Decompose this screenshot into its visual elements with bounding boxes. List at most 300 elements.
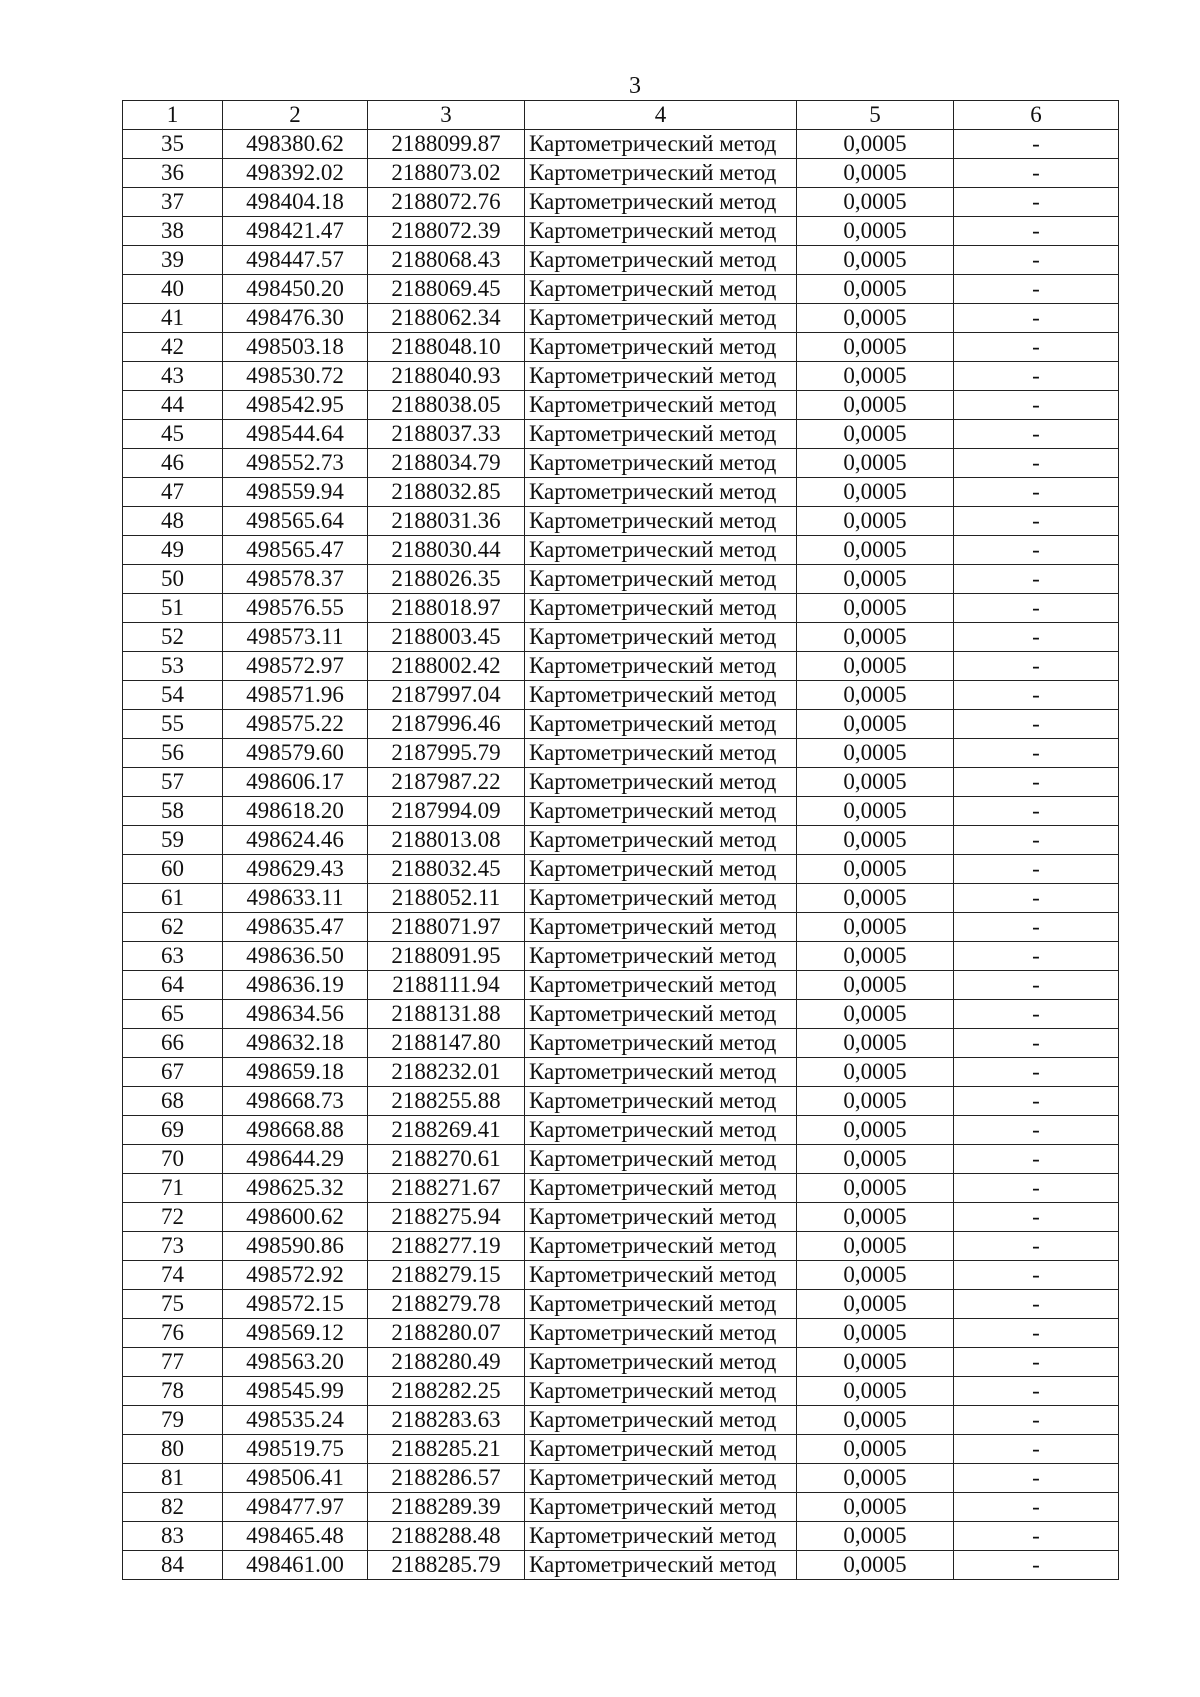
x-coordinate-cell: 498571.96 bbox=[223, 681, 368, 710]
accuracy-cell: 0,0005 bbox=[797, 739, 954, 768]
y-coordinate-cell: 2188288.48 bbox=[368, 1522, 525, 1551]
note-cell: - bbox=[954, 536, 1119, 565]
accuracy-cell: 0,0005 bbox=[797, 826, 954, 855]
accuracy-cell: 0,0005 bbox=[797, 913, 954, 942]
method-cell: Картометрический метод bbox=[525, 188, 797, 217]
note-cell: - bbox=[954, 1087, 1119, 1116]
y-coordinate-cell: 2188018.97 bbox=[368, 594, 525, 623]
y-coordinate-cell: 2188147.80 bbox=[368, 1029, 525, 1058]
x-coordinate-cell: 498572.92 bbox=[223, 1261, 368, 1290]
table-row bbox=[123, 565, 1119, 594]
x-coordinate-cell: 498461.00 bbox=[223, 1551, 368, 1580]
point-number-cell: 40 bbox=[123, 275, 223, 304]
method-cell: Картометрический метод bbox=[525, 1261, 797, 1290]
point-number-cell: 73 bbox=[123, 1232, 223, 1261]
table-row bbox=[123, 1348, 1119, 1377]
x-coordinate-cell: 498421.47 bbox=[223, 217, 368, 246]
method-cell: Картометрический метод bbox=[525, 449, 797, 478]
point-number-cell: 57 bbox=[123, 768, 223, 797]
accuracy-cell: 0,0005 bbox=[797, 623, 954, 652]
method-cell: Картометрический метод bbox=[525, 594, 797, 623]
point-number-cell: 36 bbox=[123, 159, 223, 188]
point-number-cell: 39 bbox=[123, 246, 223, 275]
note-cell: - bbox=[954, 797, 1119, 826]
note-cell: - bbox=[954, 1145, 1119, 1174]
y-coordinate-cell: 2188071.97 bbox=[368, 913, 525, 942]
note-cell: - bbox=[954, 217, 1119, 246]
y-coordinate-cell: 2188003.45 bbox=[368, 623, 525, 652]
table-row bbox=[123, 1145, 1119, 1174]
x-coordinate-cell: 498635.47 bbox=[223, 913, 368, 942]
point-number-cell: 59 bbox=[123, 826, 223, 855]
accuracy-cell: 0,0005 bbox=[797, 1029, 954, 1058]
note-cell: - bbox=[954, 1348, 1119, 1377]
x-coordinate-cell: 498636.19 bbox=[223, 971, 368, 1000]
point-number-cell: 56 bbox=[123, 739, 223, 768]
point-number-cell: 84 bbox=[123, 1551, 223, 1580]
method-cell: Картометрический метод bbox=[525, 217, 797, 246]
point-number-cell: 81 bbox=[123, 1464, 223, 1493]
accuracy-cell: 0,0005 bbox=[797, 304, 954, 333]
note-cell: - bbox=[954, 1261, 1119, 1290]
x-coordinate-cell: 498578.37 bbox=[223, 565, 368, 594]
note-cell: - bbox=[954, 1232, 1119, 1261]
method-cell: Картометрический метод bbox=[525, 1522, 797, 1551]
method-cell: Картометрический метод bbox=[525, 333, 797, 362]
table-row bbox=[123, 594, 1119, 623]
table-row bbox=[123, 1174, 1119, 1203]
y-coordinate-cell: 2188280.49 bbox=[368, 1348, 525, 1377]
y-coordinate-cell: 2188099.87 bbox=[368, 130, 525, 159]
y-coordinate-cell: 2187997.04 bbox=[368, 681, 525, 710]
x-coordinate-cell: 498590.86 bbox=[223, 1232, 368, 1261]
point-number-cell: 38 bbox=[123, 217, 223, 246]
point-number-cell: 63 bbox=[123, 942, 223, 971]
page-number: 3 bbox=[629, 73, 641, 99]
note-cell: - bbox=[954, 1174, 1119, 1203]
x-coordinate-cell: 498624.46 bbox=[223, 826, 368, 855]
y-coordinate-cell: 2188072.39 bbox=[368, 217, 525, 246]
x-coordinate-cell: 498576.55 bbox=[223, 594, 368, 623]
y-coordinate-cell: 2188255.88 bbox=[368, 1087, 525, 1116]
y-coordinate-cell: 2188031.36 bbox=[368, 507, 525, 536]
y-coordinate-cell: 2188271.67 bbox=[368, 1174, 525, 1203]
note-cell: - bbox=[954, 1377, 1119, 1406]
table-row bbox=[123, 275, 1119, 304]
table-row bbox=[123, 1319, 1119, 1348]
accuracy-cell: 0,0005 bbox=[797, 1000, 954, 1029]
table-row bbox=[123, 1522, 1119, 1551]
note-cell: - bbox=[954, 304, 1119, 333]
y-coordinate-cell: 2187996.46 bbox=[368, 710, 525, 739]
point-number-cell: 64 bbox=[123, 971, 223, 1000]
coordinates-table bbox=[122, 100, 1119, 1580]
method-cell: Картометрический метод bbox=[525, 1145, 797, 1174]
accuracy-cell: 0,0005 bbox=[797, 1377, 954, 1406]
y-coordinate-cell: 2188283.63 bbox=[368, 1406, 525, 1435]
table-row bbox=[123, 1087, 1119, 1116]
accuracy-cell: 0,0005 bbox=[797, 1058, 954, 1087]
x-coordinate-cell: 498579.60 bbox=[223, 739, 368, 768]
table-row bbox=[123, 710, 1119, 739]
point-number-cell: 61 bbox=[123, 884, 223, 913]
x-coordinate-cell: 498569.12 bbox=[223, 1319, 368, 1348]
method-cell: Картометрический метод bbox=[525, 710, 797, 739]
method-cell: Картометрический метод bbox=[525, 942, 797, 971]
accuracy-cell: 0,0005 bbox=[797, 1087, 954, 1116]
table-row bbox=[123, 1406, 1119, 1435]
y-coordinate-cell: 2188062.34 bbox=[368, 304, 525, 333]
table-row bbox=[123, 971, 1119, 1000]
table-row bbox=[123, 420, 1119, 449]
y-coordinate-cell: 2187987.22 bbox=[368, 768, 525, 797]
accuracy-cell: 0,0005 bbox=[797, 188, 954, 217]
table-row bbox=[123, 1261, 1119, 1290]
table-row bbox=[123, 1377, 1119, 1406]
note-cell: - bbox=[954, 739, 1119, 768]
note-cell: - bbox=[954, 275, 1119, 304]
y-coordinate-cell: 2188052.11 bbox=[368, 884, 525, 913]
accuracy-cell: 0,0005 bbox=[797, 362, 954, 391]
accuracy-cell: 0,0005 bbox=[797, 507, 954, 536]
y-coordinate-cell: 2188286.57 bbox=[368, 1464, 525, 1493]
point-number-cell: 41 bbox=[123, 304, 223, 333]
y-coordinate-cell: 2188269.41 bbox=[368, 1116, 525, 1145]
point-number-cell: 68 bbox=[123, 1087, 223, 1116]
table-row bbox=[123, 130, 1119, 159]
table-row bbox=[123, 681, 1119, 710]
table-row bbox=[123, 1029, 1119, 1058]
y-coordinate-cell: 2188032.85 bbox=[368, 478, 525, 507]
point-number-cell: 76 bbox=[123, 1319, 223, 1348]
x-coordinate-cell: 498404.18 bbox=[223, 188, 368, 217]
table-row bbox=[123, 1203, 1119, 1232]
header-col-1: 1 bbox=[123, 101, 223, 130]
table-row bbox=[123, 1551, 1119, 1580]
accuracy-cell: 0,0005 bbox=[797, 275, 954, 304]
method-cell: Картометрический метод bbox=[525, 681, 797, 710]
accuracy-cell: 0,0005 bbox=[797, 710, 954, 739]
note-cell: - bbox=[954, 681, 1119, 710]
table-row bbox=[123, 246, 1119, 275]
table-row bbox=[123, 826, 1119, 855]
x-coordinate-cell: 498465.48 bbox=[223, 1522, 368, 1551]
note-cell: - bbox=[954, 1319, 1119, 1348]
method-cell: Картометрический метод bbox=[525, 1203, 797, 1232]
y-coordinate-cell: 2188232.01 bbox=[368, 1058, 525, 1087]
y-coordinate-cell: 2188002.42 bbox=[368, 652, 525, 681]
accuracy-cell: 0,0005 bbox=[797, 797, 954, 826]
x-coordinate-cell: 498380.62 bbox=[223, 130, 368, 159]
method-cell: Картометрический метод bbox=[525, 565, 797, 594]
x-coordinate-cell: 498545.99 bbox=[223, 1377, 368, 1406]
y-coordinate-cell: 2188048.10 bbox=[368, 333, 525, 362]
note-cell: - bbox=[954, 1000, 1119, 1029]
x-coordinate-cell: 498625.32 bbox=[223, 1174, 368, 1203]
x-coordinate-cell: 498573.11 bbox=[223, 623, 368, 652]
y-coordinate-cell: 2188285.21 bbox=[368, 1435, 525, 1464]
note-cell: - bbox=[954, 1522, 1119, 1551]
accuracy-cell: 0,0005 bbox=[797, 652, 954, 681]
point-number-cell: 52 bbox=[123, 623, 223, 652]
y-coordinate-cell: 2188131.88 bbox=[368, 1000, 525, 1029]
y-coordinate-cell: 2188277.19 bbox=[368, 1232, 525, 1261]
note-cell: - bbox=[954, 391, 1119, 420]
point-number-cell: 37 bbox=[123, 188, 223, 217]
point-number-cell: 72 bbox=[123, 1203, 223, 1232]
accuracy-cell: 0,0005 bbox=[797, 1174, 954, 1203]
point-number-cell: 74 bbox=[123, 1261, 223, 1290]
accuracy-cell: 0,0005 bbox=[797, 333, 954, 362]
note-cell: - bbox=[954, 1493, 1119, 1522]
note-cell: - bbox=[954, 362, 1119, 391]
x-coordinate-cell: 498565.47 bbox=[223, 536, 368, 565]
method-cell: Картометрический метод bbox=[525, 797, 797, 826]
method-cell: Картометрический метод bbox=[525, 159, 797, 188]
method-cell: Картометрический метод bbox=[525, 362, 797, 391]
method-cell: Картометрический метод bbox=[525, 623, 797, 652]
point-number-cell: 47 bbox=[123, 478, 223, 507]
method-cell: Картометрический метод bbox=[525, 1058, 797, 1087]
accuracy-cell: 0,0005 bbox=[797, 594, 954, 623]
note-cell: - bbox=[954, 1029, 1119, 1058]
method-cell: Картометрический метод bbox=[525, 1464, 797, 1493]
point-number-cell: 51 bbox=[123, 594, 223, 623]
table-row bbox=[123, 913, 1119, 942]
header-col-2: 2 bbox=[223, 101, 368, 130]
x-coordinate-cell: 498644.29 bbox=[223, 1145, 368, 1174]
note-cell: - bbox=[954, 333, 1119, 362]
accuracy-cell: 0,0005 bbox=[797, 884, 954, 913]
method-cell: Картометрический метод bbox=[525, 275, 797, 304]
note-cell: - bbox=[954, 1464, 1119, 1493]
table-row bbox=[123, 536, 1119, 565]
table-row bbox=[123, 449, 1119, 478]
note-cell: - bbox=[954, 710, 1119, 739]
accuracy-cell: 0,0005 bbox=[797, 1145, 954, 1174]
method-cell: Картометрический метод bbox=[525, 1087, 797, 1116]
point-number-cell: 35 bbox=[123, 130, 223, 159]
y-coordinate-cell: 2188034.79 bbox=[368, 449, 525, 478]
point-number-cell: 70 bbox=[123, 1145, 223, 1174]
accuracy-cell: 0,0005 bbox=[797, 1261, 954, 1290]
note-cell: - bbox=[954, 1058, 1119, 1087]
note-cell: - bbox=[954, 623, 1119, 652]
point-number-cell: 44 bbox=[123, 391, 223, 420]
y-coordinate-cell: 2188275.94 bbox=[368, 1203, 525, 1232]
header-row bbox=[123, 101, 1119, 130]
table-row bbox=[123, 942, 1119, 971]
note-cell: - bbox=[954, 1551, 1119, 1580]
point-number-cell: 69 bbox=[123, 1116, 223, 1145]
table-row bbox=[123, 188, 1119, 217]
table-row bbox=[123, 1000, 1119, 1029]
point-number-cell: 83 bbox=[123, 1522, 223, 1551]
method-cell: Картометрический метод bbox=[525, 1406, 797, 1435]
y-coordinate-cell: 2188030.44 bbox=[368, 536, 525, 565]
accuracy-cell: 0,0005 bbox=[797, 855, 954, 884]
point-number-cell: 66 bbox=[123, 1029, 223, 1058]
method-cell: Картометрический метод bbox=[525, 420, 797, 449]
accuracy-cell: 0,0005 bbox=[797, 1464, 954, 1493]
header-col-5: 5 bbox=[797, 101, 954, 130]
x-coordinate-cell: 498659.18 bbox=[223, 1058, 368, 1087]
x-coordinate-cell: 498450.20 bbox=[223, 275, 368, 304]
point-number-cell: 50 bbox=[123, 565, 223, 594]
note-cell: - bbox=[954, 1435, 1119, 1464]
accuracy-cell: 0,0005 bbox=[797, 478, 954, 507]
method-cell: Картометрический метод bbox=[525, 1029, 797, 1058]
note-cell: - bbox=[954, 507, 1119, 536]
table-row bbox=[123, 1493, 1119, 1522]
accuracy-cell: 0,0005 bbox=[797, 1551, 954, 1580]
note-cell: - bbox=[954, 884, 1119, 913]
note-cell: - bbox=[954, 1116, 1119, 1145]
note-cell: - bbox=[954, 130, 1119, 159]
x-coordinate-cell: 498535.24 bbox=[223, 1406, 368, 1435]
method-cell: Картометрический метод bbox=[525, 768, 797, 797]
method-cell: Картометрический метод bbox=[525, 1551, 797, 1580]
x-coordinate-cell: 498552.73 bbox=[223, 449, 368, 478]
table-row bbox=[123, 855, 1119, 884]
y-coordinate-cell: 2188289.39 bbox=[368, 1493, 525, 1522]
method-cell: Картометрический метод bbox=[525, 1493, 797, 1522]
x-coordinate-cell: 498542.95 bbox=[223, 391, 368, 420]
x-coordinate-cell: 498600.62 bbox=[223, 1203, 368, 1232]
point-number-cell: 54 bbox=[123, 681, 223, 710]
method-cell: Картометрический метод bbox=[525, 1319, 797, 1348]
method-cell: Картометрический метод bbox=[525, 739, 797, 768]
table-row bbox=[123, 739, 1119, 768]
table-row bbox=[123, 362, 1119, 391]
table-row bbox=[123, 159, 1119, 188]
y-coordinate-cell: 2188282.25 bbox=[368, 1377, 525, 1406]
y-coordinate-cell: 2188026.35 bbox=[368, 565, 525, 594]
table-row bbox=[123, 391, 1119, 420]
point-number-cell: 82 bbox=[123, 1493, 223, 1522]
method-cell: Картометрический метод bbox=[525, 1290, 797, 1319]
method-cell: Картометрический метод bbox=[525, 826, 797, 855]
x-coordinate-cell: 498618.20 bbox=[223, 797, 368, 826]
x-coordinate-cell: 498668.73 bbox=[223, 1087, 368, 1116]
x-coordinate-cell: 498506.41 bbox=[223, 1464, 368, 1493]
accuracy-cell: 0,0005 bbox=[797, 449, 954, 478]
note-cell: - bbox=[954, 246, 1119, 275]
table-row bbox=[123, 652, 1119, 681]
x-coordinate-cell: 498634.56 bbox=[223, 1000, 368, 1029]
table-row bbox=[123, 1290, 1119, 1319]
note-cell: - bbox=[954, 913, 1119, 942]
accuracy-cell: 0,0005 bbox=[797, 942, 954, 971]
method-cell: Картометрический метод bbox=[525, 391, 797, 420]
point-number-cell: 62 bbox=[123, 913, 223, 942]
x-coordinate-cell: 498633.11 bbox=[223, 884, 368, 913]
method-cell: Картометрический метод bbox=[525, 1377, 797, 1406]
note-cell: - bbox=[954, 971, 1119, 1000]
method-cell: Картометрический метод bbox=[525, 1116, 797, 1145]
x-coordinate-cell: 498572.97 bbox=[223, 652, 368, 681]
table-row bbox=[123, 1058, 1119, 1087]
point-number-cell: 65 bbox=[123, 1000, 223, 1029]
x-coordinate-cell: 498477.97 bbox=[223, 1493, 368, 1522]
point-number-cell: 75 bbox=[123, 1290, 223, 1319]
header-col-6: 6 bbox=[954, 101, 1119, 130]
accuracy-cell: 0,0005 bbox=[797, 130, 954, 159]
note-cell: - bbox=[954, 159, 1119, 188]
method-cell: Картометрический метод bbox=[525, 1000, 797, 1029]
accuracy-cell: 0,0005 bbox=[797, 1406, 954, 1435]
note-cell: - bbox=[954, 478, 1119, 507]
table-row bbox=[123, 304, 1119, 333]
note-cell: - bbox=[954, 188, 1119, 217]
x-coordinate-cell: 498572.15 bbox=[223, 1290, 368, 1319]
header-col-3: 3 bbox=[368, 101, 525, 130]
table-row bbox=[123, 768, 1119, 797]
table-body bbox=[123, 130, 1119, 1580]
x-coordinate-cell: 498606.17 bbox=[223, 768, 368, 797]
point-number-cell: 55 bbox=[123, 710, 223, 739]
y-coordinate-cell: 2188280.07 bbox=[368, 1319, 525, 1348]
y-coordinate-cell: 2188111.94 bbox=[368, 971, 525, 1000]
y-coordinate-cell: 2188279.15 bbox=[368, 1261, 525, 1290]
table-row bbox=[123, 333, 1119, 362]
method-cell: Картометрический метод bbox=[525, 884, 797, 913]
accuracy-cell: 0,0005 bbox=[797, 1203, 954, 1232]
x-coordinate-cell: 498544.64 bbox=[223, 420, 368, 449]
point-number-cell: 45 bbox=[123, 420, 223, 449]
method-cell: Картометрический метод bbox=[525, 304, 797, 333]
y-coordinate-cell: 2188040.93 bbox=[368, 362, 525, 391]
accuracy-cell: 0,0005 bbox=[797, 420, 954, 449]
y-coordinate-cell: 2188037.33 bbox=[368, 420, 525, 449]
note-cell: - bbox=[954, 826, 1119, 855]
method-cell: Картометрический метод bbox=[525, 130, 797, 159]
accuracy-cell: 0,0005 bbox=[797, 217, 954, 246]
note-cell: - bbox=[954, 594, 1119, 623]
point-number-cell: 42 bbox=[123, 333, 223, 362]
note-cell: - bbox=[954, 768, 1119, 797]
point-number-cell: 46 bbox=[123, 449, 223, 478]
method-cell: Картометрический метод bbox=[525, 478, 797, 507]
point-number-cell: 53 bbox=[123, 652, 223, 681]
accuracy-cell: 0,0005 bbox=[797, 1232, 954, 1261]
method-cell: Картометрический метод bbox=[525, 507, 797, 536]
x-coordinate-cell: 498575.22 bbox=[223, 710, 368, 739]
y-coordinate-cell: 2188279.78 bbox=[368, 1290, 525, 1319]
y-coordinate-cell: 2188073.02 bbox=[368, 159, 525, 188]
note-cell: - bbox=[954, 1203, 1119, 1232]
y-coordinate-cell: 2188270.61 bbox=[368, 1145, 525, 1174]
y-coordinate-cell: 2188069.45 bbox=[368, 275, 525, 304]
y-coordinate-cell: 2188032.45 bbox=[368, 855, 525, 884]
y-coordinate-cell: 2188013.08 bbox=[368, 826, 525, 855]
point-number-cell: 58 bbox=[123, 797, 223, 826]
note-cell: - bbox=[954, 942, 1119, 971]
method-cell: Картометрический метод bbox=[525, 1348, 797, 1377]
y-coordinate-cell: 2188072.76 bbox=[368, 188, 525, 217]
header-col-4: 4 bbox=[525, 101, 797, 130]
x-coordinate-cell: 498668.88 bbox=[223, 1116, 368, 1145]
point-number-cell: 60 bbox=[123, 855, 223, 884]
method-cell: Картометрический метод bbox=[525, 971, 797, 1000]
note-cell: - bbox=[954, 420, 1119, 449]
note-cell: - bbox=[954, 652, 1119, 681]
point-number-cell: 71 bbox=[123, 1174, 223, 1203]
point-number-cell: 48 bbox=[123, 507, 223, 536]
x-coordinate-cell: 498476.30 bbox=[223, 304, 368, 333]
method-cell: Картометрический метод bbox=[525, 855, 797, 884]
table-row bbox=[123, 797, 1119, 826]
